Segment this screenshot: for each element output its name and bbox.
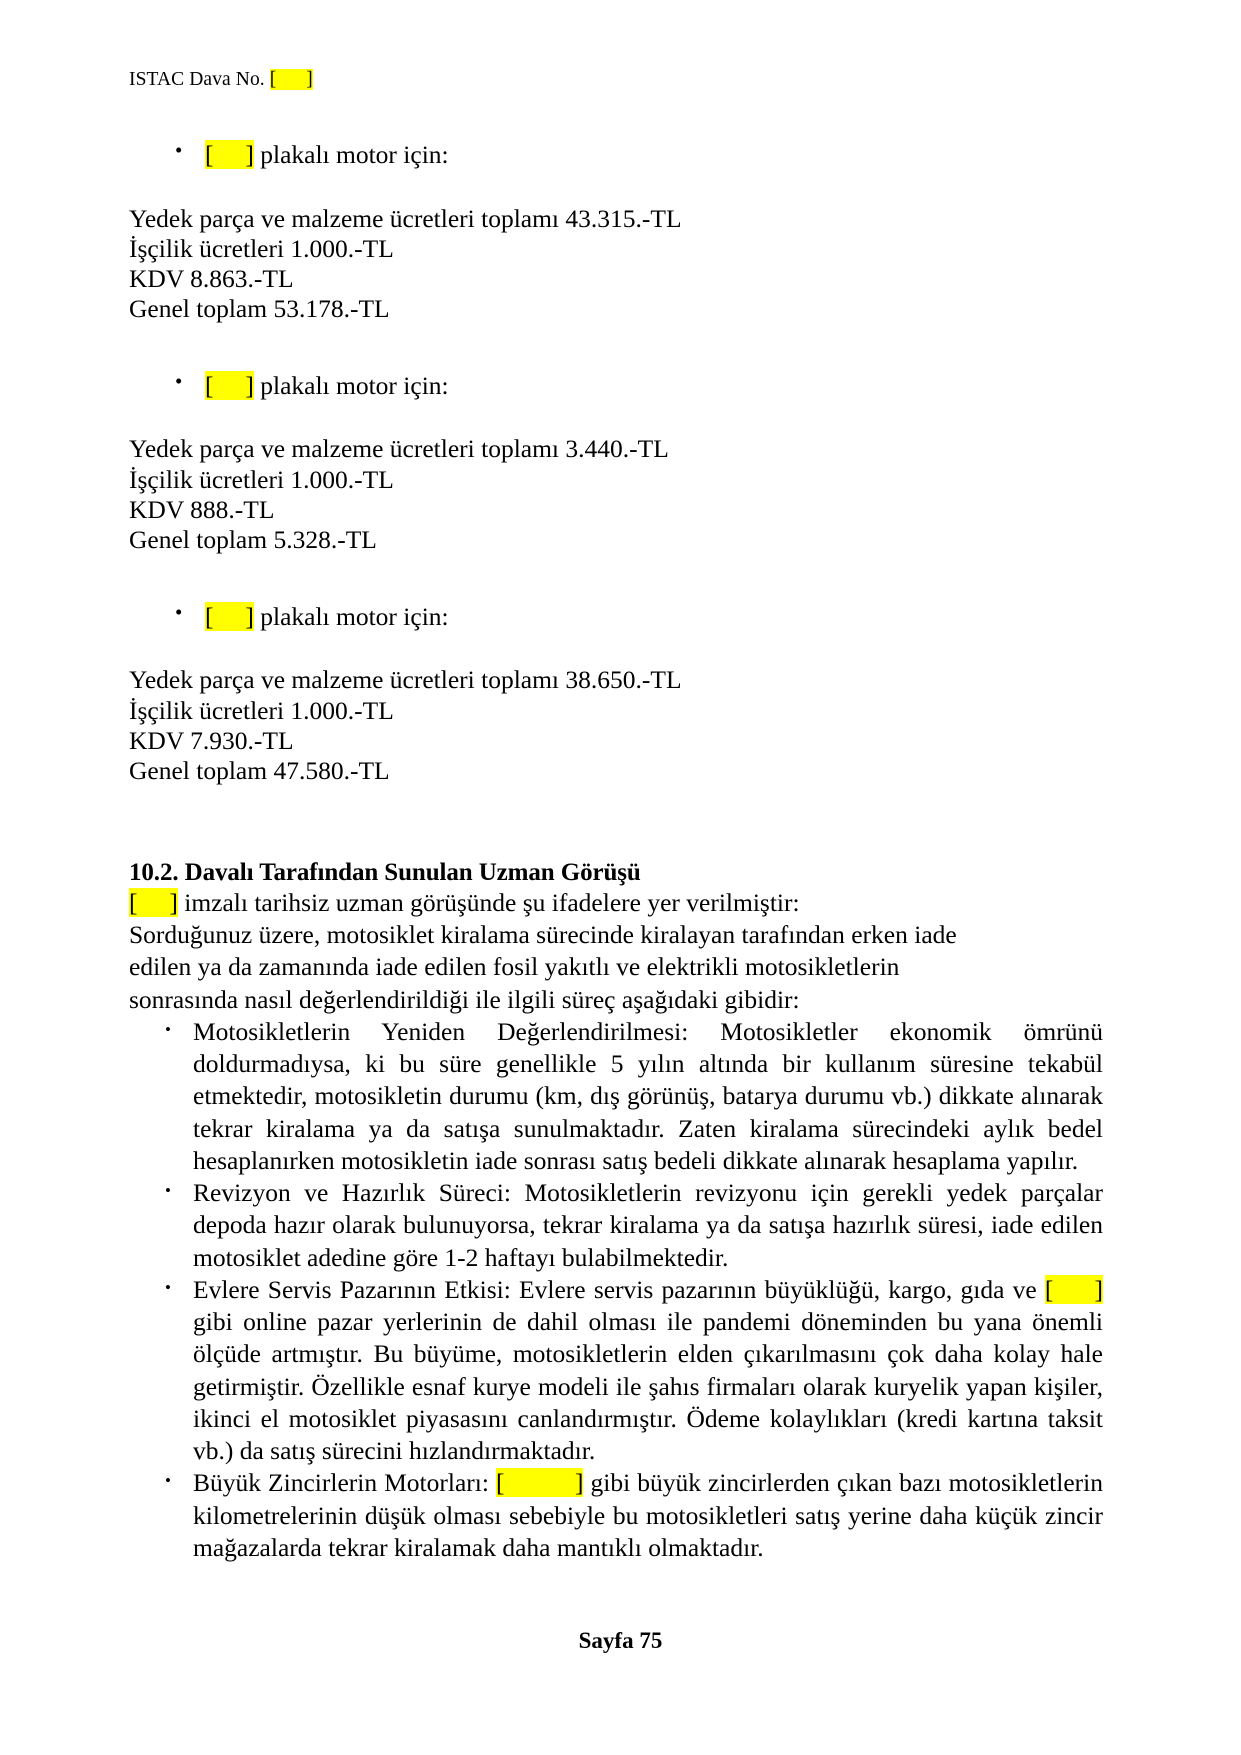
preamble-line: sonrasında nasıl değerlendirildiği ile ilgili süreç aşağıdaki gibidir: <box>129 984 800 1014</box>
bullet-icon: • <box>165 1181 171 1201</box>
case-number-redaction <box>270 69 313 90</box>
section-heading-10-2: 10.2. Davalı Tarafından Sunulan Uzman Görüşü <box>129 859 641 887</box>
expert-opinion-preamble <box>129 919 1103 1016</box>
expert-opinion-list <box>129 1016 1103 1564</box>
signer-redaction-highlight: [ ] <box>129 888 178 918</box>
cost-line-labor: İşçilik ücretleri 1.000.-TL <box>129 464 394 494</box>
plate-label: plakalı motor için: <box>253 371 449 401</box>
cost-breakdown-block <box>129 665 1103 786</box>
spacer <box>129 786 1103 858</box>
page-footer <box>0 1628 1241 1654</box>
list-item-text-after: gibi online pazar yerlerinin de dahil olması ile pandemi döneminden bu yana önemli ölçüde artmıştır. Bu büyüme, motosikletlerin elden çıkarılmasını çok daha kolay hale getirmiştir. Özellikle esnaf kurye modeli ile şahıs firmaları olarak kuryelik yapan kişiler, ikinci el motosiklet piyasasını canlandırmıştır. Ödeme kolaylıkları (kredi kartına taksit vb.) da satış sürecini hızlandırmaktadır. <box>193 1307 1103 1466</box>
spacer <box>129 92 1103 138</box>
cost-breakdown-block <box>129 434 1103 555</box>
list-item-text: Motosikletlerin Yeniden Değerlendirilmesi: Motosikletler ekonomik ömrünü doldurmadıysa, ki bu süre genellikle 5 yılın altında bir kullanım süresine tekabül etmektedir, motosikletin durumu (km, dış görünüş, batarya durumu vb.) dikkate alınarak tekrar kiralama ya da satışa sunulmaktadır. Zaten kiralama sürecindeki aylık bedel hesaplanırken motosikletin iade sonrası satış bedeli dikkate alınarak hesaplama yapılır. <box>193 1016 1103 1175</box>
page-content <box>129 0 1103 1564</box>
cost-line-total: Genel toplam 5.328.-TL <box>129 525 377 555</box>
cost-line-total: Genel toplam 53.178.-TL <box>129 294 390 324</box>
plate-label: plakalı motor için: <box>253 602 449 632</box>
cost-line-vat: KDV 8.863.-TL <box>129 263 294 293</box>
document-header <box>129 0 1103 92</box>
cost-line-vat: KDV 888.-TL <box>129 494 275 524</box>
plate-bullet-item <box>129 369 1103 402</box>
spacer <box>129 172 1103 204</box>
chain-redaction-highlight: [ ] <box>496 1468 584 1498</box>
plate-redaction-highlight: [ ] <box>205 140 254 170</box>
list-item <box>129 1177 1103 1274</box>
spacer <box>129 324 1103 369</box>
bullet-icon: • <box>165 1277 171 1297</box>
plate-bullet-item <box>129 600 1103 633</box>
cost-line-parts: Yedek parça ve malzeme ücretleri toplamı 3.440.-TL <box>129 434 669 464</box>
cost-line-labor: İşçilik ücretleri 1.000.-TL <box>129 233 394 263</box>
cost-breakdown-block <box>129 204 1103 325</box>
cost-line-parts: Yedek parça ve malzeme ücretleri toplamı 38.650.-TL <box>129 665 682 695</box>
list-item-text-after: gibi büyük zincirlerden çıkan bazı motosikletlerin kilometrelerinin düşük olması sebebiyle bu motosikletleri satış yerine daha küçük zincir mağazalarda tekrar kiralamak daha mantıklı olmaktadır. <box>193 1468 1103 1562</box>
spacer <box>129 555 1103 600</box>
cost-line-parts: Yedek parça ve malzeme ücretleri toplamı 43.315.-TL <box>129 203 682 233</box>
cost-line-labor: İşçilik ücretleri 1.000.-TL <box>129 695 394 725</box>
expert-opinion-intro <box>129 888 1103 919</box>
intro-text: imzalı tarihsiz uzman görüşünde şu ifadelere yer verilmiştir: <box>177 888 800 918</box>
bullet-icon: • <box>175 600 183 625</box>
page-number: Sayfa 75 <box>578 1628 663 1653</box>
bullet-icon: • <box>165 1019 171 1039</box>
redaction-highlight: [ ] <box>269 69 313 90</box>
list-item <box>129 1467 1103 1564</box>
bullet-icon: • <box>175 369 183 394</box>
preamble-line: Sorduğunuz üzere, motosiklet kiralama sürecinde kiralayan tarafından erken iade <box>129 919 957 949</box>
list-item-text: Revizyon ve Hazırlık Süreci: Motosikletlerin revizyonu için gerekli yedek parçalar depoda hazır olarak bulunuyorsa, tekrar kiralama ya da satışa hazırlık süresi, iade edilen motosiklet adedine göre 1-2 haftayı bulabilmektedir. <box>193 1178 1103 1272</box>
preamble-line: edilen ya da zamanında iade edilen fosil yakıtlı ve elektrikli motosikletlerin <box>129 952 900 982</box>
cost-line-total: Genel toplam 47.580.-TL <box>129 756 390 786</box>
plate-redaction-highlight: [ ] <box>205 602 254 632</box>
list-item <box>129 1016 1103 1177</box>
list-item <box>129 1274 1103 1468</box>
plate-bullet-item <box>129 138 1103 171</box>
plate-redaction-highlight: [ ] <box>205 371 254 401</box>
bullet-icon: • <box>165 1471 171 1491</box>
plate-label: plakalı motor için: <box>253 140 449 170</box>
case-number-label: ISTAC Dava No. <box>129 69 265 90</box>
marketplace-redaction-highlight: [ ] <box>1044 1274 1104 1304</box>
list-item-text-before: Büyük Zincirlerin Motorları: <box>193 1468 496 1498</box>
spacer <box>129 402 1103 434</box>
spacer <box>129 633 1103 665</box>
bullet-icon: • <box>175 138 183 163</box>
list-item-text-before: Evlere Servis Pazarının Etkisi: Evlere servis pazarının büyüklüğü, kargo, gıda ve <box>193 1274 1045 1304</box>
cost-line-vat: KDV 7.930.-TL <box>129 725 294 755</box>
